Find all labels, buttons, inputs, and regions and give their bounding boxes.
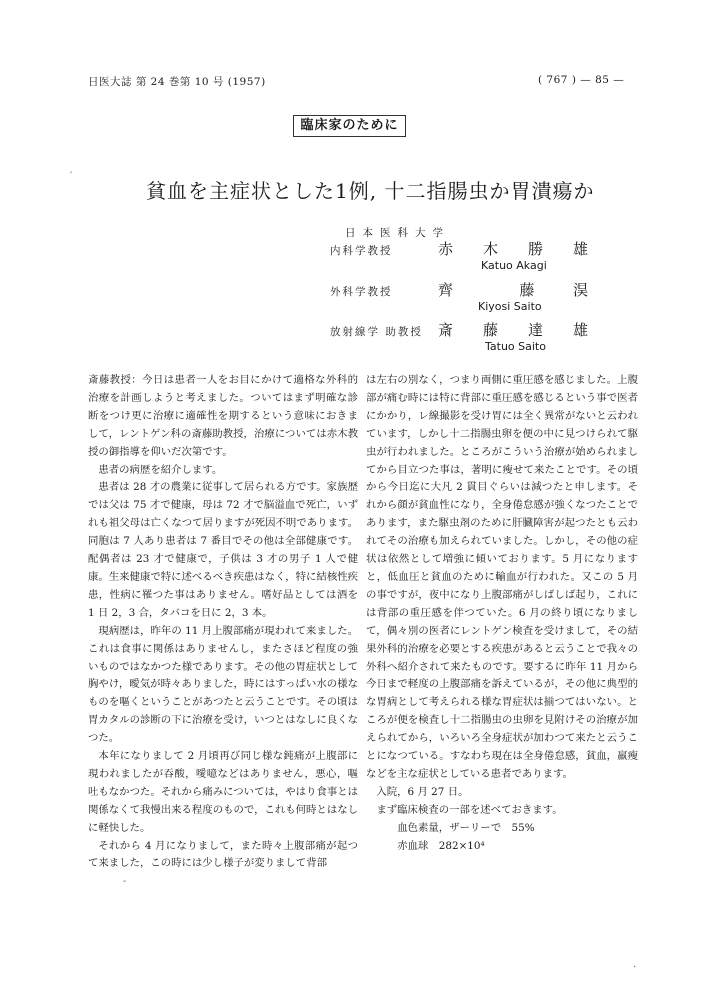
paragraph: それから 4 月になりまして，また時々上腹部痛が起つて来ました，この時には少し様子が変りまして背部 xyxy=(88,839,358,870)
lab-result: 血色素量，ザーリーで 55% xyxy=(397,821,535,834)
author-3-role: 放射線学 助教授 xyxy=(330,326,423,338)
paragraph: 入院，6 月 27 日。 xyxy=(376,785,469,798)
paragraph: 現病歴は，昨年の 11 月上腹部痛が現われて来ました。これは食事に関係はありませんし，またさほど程度の強いものではなかつた様であります。その他の胃症状として胸やけ，曖気が時々ありました，時にはすっぱい水の様なものを嘔くということがあつたと云うことです。その頃は胃カタルの診断の下に治療を受け，いつとはなしに良くなつた。 xyxy=(88,624,358,745)
article-title: 貧血を主症状とした1例, 十二指腸虫か胃潰瘍か xyxy=(146,179,595,203)
author-2-char: 淏 xyxy=(572,281,588,299)
scan-speck: ˊ xyxy=(68,172,73,183)
section-heading: 臨床家のために xyxy=(293,115,406,137)
author-3-char: 斎 xyxy=(438,321,454,339)
scan-speck: - xyxy=(123,876,127,887)
author-1-role: 内科学教授 xyxy=(330,245,393,257)
paragraph: 患者の病歴を紹介します。 xyxy=(98,463,223,476)
author-1-char: 勝 xyxy=(527,240,543,258)
paragraph: まず臨床検査の一部を述べておきます。 xyxy=(376,803,563,816)
paragraph: 斎藤教授：今日は患者一人をお目にかけて適格な外科的治療を計画しようと考えました。ついてはまず明確な診断をつけ更に治療に適確性を期するという意味におきまして，レントゲン科の斎藤助教授，治療については赤木教授の御指導を仰いだ次第です。 xyxy=(88,374,358,458)
author-1-char: 赤 xyxy=(438,240,454,258)
scan-speck: · xyxy=(633,962,637,973)
page-number: ( 767 ) — 85 — xyxy=(538,74,625,86)
body-column-left xyxy=(88,372,358,873)
author-1-char: 雄 xyxy=(572,240,588,258)
lab-result: 赤血球 282×10⁴ xyxy=(397,839,485,852)
author-3-char: 藤 xyxy=(482,321,498,339)
author-1-romaji: Katuo Akagi xyxy=(481,259,547,272)
author-1-name xyxy=(438,238,588,259)
author-2-name xyxy=(438,279,588,300)
paragraph: 本年になりまして 2 月頃再び同じ様な鈍痛が上腹部に現われましたが吞酸，噯噫などはありません，悪心，嘔吐もなかつた。それから痛みについては，やはり食事とは関係なくて我慢出来る程度のもので，これも何時とはなしに軽快した。 xyxy=(88,750,358,834)
author-2-romaji: Kiyosi Saito xyxy=(478,300,542,313)
author-3-name xyxy=(438,319,588,340)
journal-citation: 日医大誌 第 24 巻第 10 号 (1957) xyxy=(88,76,266,88)
body-column-right xyxy=(366,372,638,855)
author-3-romaji: Tatuo Saito xyxy=(485,340,546,353)
author-3-char: 達 xyxy=(527,321,543,339)
author-3-char: 雄 xyxy=(572,321,588,339)
institution: 日本医科大学 xyxy=(345,227,450,239)
paragraph: は左右の別なく，つまり両側に重圧感を感じました。上腹部が痛む時には特に背部に重圧感を感じるという事で医者にかかり，レ線撮影を受け胃には全く異常がないと云われています，しかし十二指腸虫卵を便の中に見つけられて駆虫が行われました。ところがこういう治療が始められましてから目立つた事は，著明に瘦せて来たことです。その頃から今日迄に大凡 2 貫目ぐらいは減つたと申します。それから顔が貧血性になり，全身倦怠感が強くなつたことであります，また駆虫剤のために肝臓障害が起つたとも云われてその治療も加えられていました。しかし，その他の症状は依然として増強に傾いております。5 月になりますと，低血圧と貧血のために輸血が行われた。又この 5 月の事ですが，夜中になり上腹部痛がしばしば起り，これには背部の重圧感を伴つていた。6 月の終り頃になりまして，偶々別の医者にレントゲン検査を受けまして，その結果外科的治療を必要とする疾患があると云うことで我々の外科へ紹介されて来たものです。要するに昨年 11 月から今日まで軽度の上腹部痛を訴えているが，その他に典型的な胃病として考えられる様な胃症状は揃つてはいない。ところが便を検査し十二指腸虫の虫卵を見附けその治療が加えられてから，いろいろ全身症状が加わつて来たと云うことになつている。すなわち現在は全身倦怠感，貧血，羸瘦などを主な症状としている患者であります。 xyxy=(366,374,638,780)
author-2-char: 藤 xyxy=(519,281,535,299)
paragraph: 患者は 28 才の農業に従事して居られる方です。家族歴では父は 75 才で健康，母は 72 才で脳溢血で死亡，いずれも祖父母は亡くなつて居りますが死因不明であります。同胞は 7 人あり患者は 7 番目でその他は全部健康です。配偶者は 23 才で健康で，子供は 3 才の男子 1 人で健康。生来健康で特に述べるべき疾患はなく，特に結核性疾患，性病に罹つた事はありません。嗜好品としては酒を 1 日 2，3 合，タバコを日に 2，3 本。 xyxy=(88,481,358,619)
author-2-role: 外科学教授 xyxy=(330,286,393,298)
author-2-char: 齊 xyxy=(438,281,454,299)
author-1-char: 木 xyxy=(482,240,498,258)
